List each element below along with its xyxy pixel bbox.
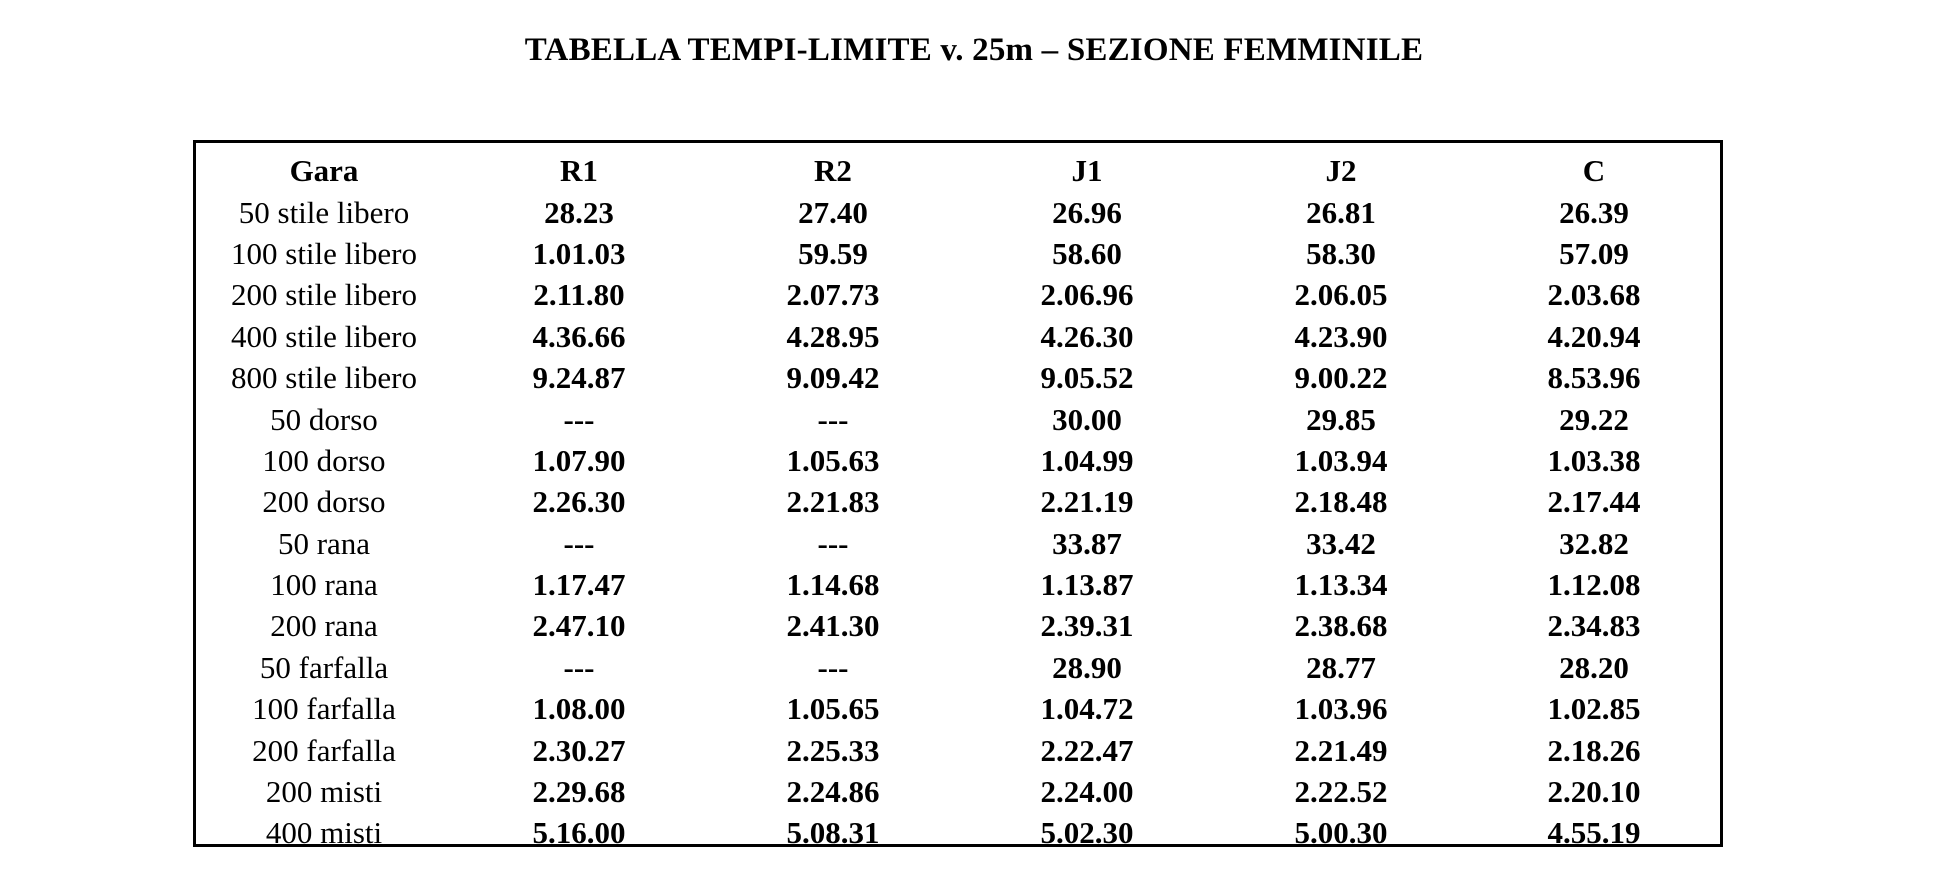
table-row: [196, 316, 1720, 357]
cell-time-c: 2.03.68: [1547, 277, 1641, 313]
cell-time-r2: 1.05.63: [786, 442, 880, 478]
cell-time-r1: 1.01.03: [532, 235, 626, 271]
cell-time-r2: 2.21.83: [786, 484, 880, 520]
cell-time-j1: 5.02.30: [1040, 815, 1134, 851]
cell-time-c: 8.53.96: [1547, 360, 1641, 396]
table-row: [196, 481, 1720, 522]
cell-time-c: 2.34.83: [1547, 608, 1641, 644]
cell-gara: 50 dorso: [270, 401, 378, 437]
cell-gara: 800 stile libero: [231, 360, 417, 396]
cell-time-j2: 2.22.52: [1294, 774, 1388, 810]
cell-time-c: 4.55.19: [1547, 815, 1641, 851]
cell-time-j2: 58.30: [1306, 235, 1376, 271]
cell-time-j1: 1.04.99: [1040, 442, 1134, 478]
table-row: [196, 274, 1720, 315]
header-r2: R2: [814, 153, 852, 189]
cell-time-r1: 1.08.00: [532, 691, 626, 727]
cell-time-r2: 5.08.31: [786, 815, 880, 851]
cell-time-r1: 4.36.66: [532, 318, 626, 354]
cell-gara: 400 stile libero: [231, 318, 417, 354]
cell-time-c: 1.02.85: [1547, 691, 1641, 727]
cell-time-c: 29.22: [1559, 401, 1629, 437]
cell-time-r2: ---: [817, 401, 849, 437]
table-row: [196, 357, 1720, 398]
header-c: C: [1582, 153, 1606, 189]
cell-time-c: 2.20.10: [1547, 774, 1641, 810]
cell-time-r1: 2.29.68: [532, 774, 626, 810]
cell-gara: 200 rana: [270, 608, 378, 644]
cell-time-j1: 2.22.47: [1040, 732, 1134, 768]
cell-time-r1: 5.16.00: [532, 815, 626, 851]
cell-gara: 100 rana: [270, 567, 378, 603]
cell-gara: 100 farfalla: [252, 691, 396, 727]
cell-time-c: 2.18.26: [1547, 732, 1641, 768]
cell-time-r2: 4.28.95: [786, 318, 880, 354]
cell-gara: 200 dorso: [262, 484, 386, 520]
table-row: [196, 564, 1720, 605]
cell-time-r2: 2.25.33: [786, 732, 880, 768]
cell-time-r1: ---: [563, 649, 595, 685]
table-header-row: [196, 150, 1720, 191]
cell-time-j2: 26.81: [1306, 194, 1376, 230]
cell-time-r1: 1.07.90: [532, 442, 626, 478]
cell-time-r1: 28.23: [544, 194, 614, 230]
cell-time-j2: 1.03.96: [1294, 691, 1388, 727]
cell-gara: 50 rana: [277, 525, 371, 561]
cell-time-j1: 1.04.72: [1040, 691, 1134, 727]
cell-time-j2: 33.42: [1306, 525, 1376, 561]
cell-time-c: 1.12.08: [1547, 567, 1641, 603]
cell-time-j1: 26.96: [1052, 194, 1122, 230]
time-limits-table: [196, 150, 1720, 854]
cell-time-r2: 27.40: [798, 194, 868, 230]
table-row: [196, 233, 1720, 274]
cell-time-j1: 33.87: [1052, 525, 1122, 561]
cell-gara: 50 farfalla: [259, 649, 389, 685]
cell-gara: 200 farfalla: [252, 732, 396, 768]
cell-time-j2: 2.21.49: [1294, 732, 1388, 768]
cell-time-c: 26.39: [1559, 194, 1629, 230]
cell-time-j2: 2.38.68: [1294, 608, 1388, 644]
cell-time-r2: 2.41.30: [786, 608, 880, 644]
cell-time-j1: 2.39.31: [1040, 608, 1134, 644]
cell-time-r1: ---: [563, 401, 595, 437]
cell-time-r1: ---: [563, 525, 595, 561]
cell-time-r1: 2.30.27: [532, 732, 626, 768]
cell-time-j2: 28.77: [1306, 649, 1376, 685]
cell-time-j2: 9.00.22: [1294, 360, 1388, 396]
cell-time-r1: 1.17.47: [532, 567, 626, 603]
cell-time-j1: 2.21.19: [1040, 484, 1134, 520]
time-limits-table-frame: [193, 140, 1723, 851]
cell-time-j1: 28.90: [1052, 649, 1122, 685]
cell-time-j1: 1.13.87: [1040, 567, 1134, 603]
table-row: [196, 191, 1720, 232]
table-row: [196, 688, 1720, 729]
cell-gara: 100 stile libero: [231, 235, 417, 271]
cell-time-r2: 1.05.65: [786, 691, 880, 727]
cell-time-r2: ---: [817, 649, 849, 685]
cell-time-c: 1.03.38: [1547, 442, 1641, 478]
table-row: [196, 647, 1720, 688]
table-row: [196, 771, 1720, 812]
cell-time-r2: 2.07.73: [786, 277, 880, 313]
header-j2: J2: [1325, 153, 1357, 189]
cell-time-r1: 2.47.10: [532, 608, 626, 644]
cell-time-r2: 59.59: [798, 235, 868, 271]
table-row: [196, 440, 1720, 481]
header-j1: J1: [1071, 153, 1103, 189]
cell-time-r2: ---: [817, 525, 849, 561]
cell-gara: 200 stile libero: [231, 277, 417, 313]
cell-time-j2: 4.23.90: [1294, 318, 1388, 354]
table-row: [196, 398, 1720, 439]
cell-time-c: 2.17.44: [1547, 484, 1641, 520]
cell-time-j1: 2.24.00: [1040, 774, 1134, 810]
cell-time-j1: 2.06.96: [1040, 277, 1134, 313]
table-row: [196, 605, 1720, 646]
cell-time-c: 57.09: [1559, 235, 1629, 271]
cell-time-r1: 9.24.87: [532, 360, 626, 396]
table-row: [196, 812, 1720, 853]
cell-time-c: 4.20.94: [1547, 318, 1641, 354]
document-title: TABELLA TEMPI-LIMITE v. 25m – SEZIONE FEMMINILE: [524, 32, 1424, 68]
header-r1: R1: [560, 153, 598, 189]
cell-time-r2: 2.24.86: [786, 774, 880, 810]
cell-time-j2: 1.13.34: [1294, 567, 1388, 603]
table-row: [196, 729, 1720, 770]
cell-gara: 200 misti: [265, 774, 383, 810]
cell-time-r2: 1.14.68: [786, 567, 880, 603]
cell-time-r1: 2.26.30: [532, 484, 626, 520]
cell-gara: 100 dorso: [262, 442, 386, 478]
cell-time-j2: 29.85: [1306, 401, 1376, 437]
cell-time-j2: 2.06.05: [1294, 277, 1388, 313]
cell-gara: 400 misti: [265, 815, 383, 851]
cell-gara: 50 stile libero: [238, 194, 410, 230]
cell-time-r2: 9.09.42: [786, 360, 880, 396]
cell-time-j2: 1.03.94: [1294, 442, 1388, 478]
cell-time-c: 32.82: [1559, 525, 1629, 561]
cell-time-j2: 2.18.48: [1294, 484, 1388, 520]
cell-time-j1: 58.60: [1052, 235, 1122, 271]
cell-time-c: 28.20: [1559, 649, 1629, 685]
cell-time-j1: 30.00: [1052, 401, 1122, 437]
table-body: [196, 191, 1720, 853]
cell-time-j2: 5.00.30: [1294, 815, 1388, 851]
cell-time-r1: 2.11.80: [533, 277, 625, 313]
cell-time-j1: 9.05.52: [1040, 360, 1134, 396]
header-gara: Gara: [289, 153, 359, 189]
table-row: [196, 523, 1720, 564]
cell-time-j1: 4.26.30: [1040, 318, 1134, 354]
